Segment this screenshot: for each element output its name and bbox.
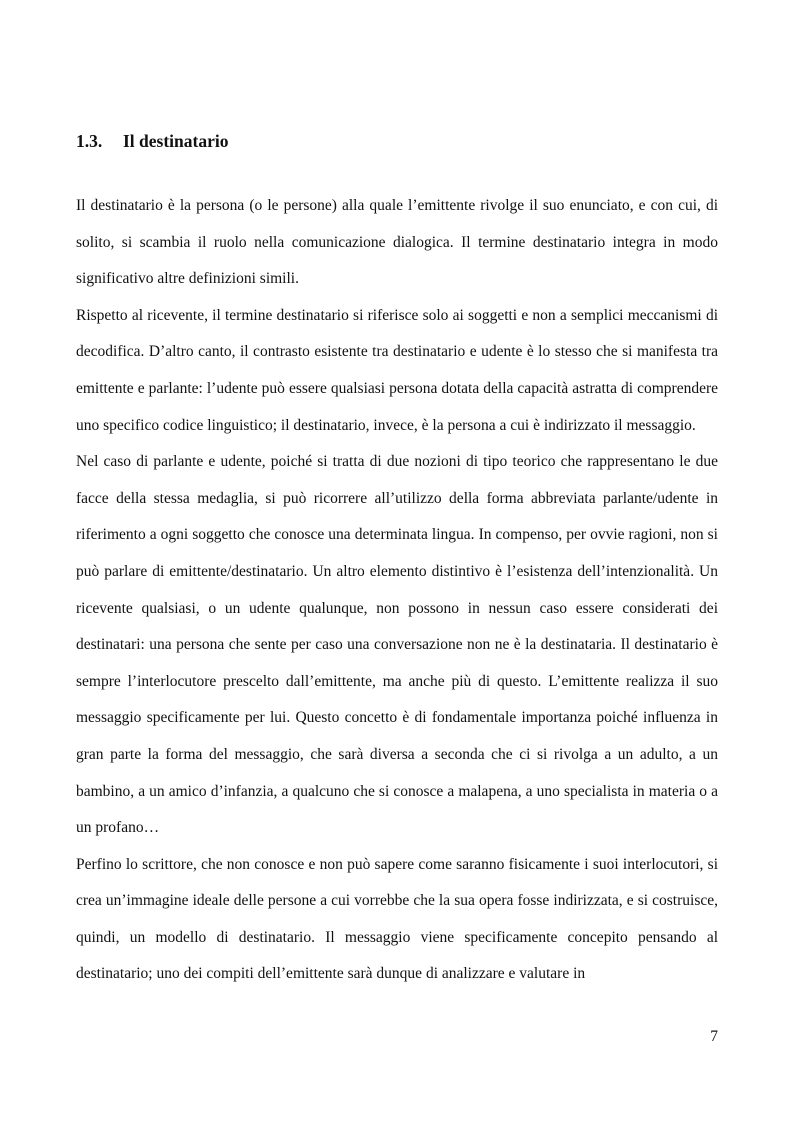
paragraph: Nel caso di parlante e udente, poiché si tratta di due nozioni di tipo teorico che rappresentano le due facce della stessa medaglia, si può ricorrere all’utilizzo della forma abbreviata parlante/udente in riferimento a ogni soggetto che conosce una determinata lingua. In compenso, per ovvie ragioni, non si può parlare di emittente/destinatario. Un altro elemento distintivo è l’esistenza dell’intenzionalità. Un ricevente qualsiasi, o un udente qualunque, non possono in nessun caso essere considerati dei destinatari: una persona che sente per caso una conversazione non ne è la destinataria. Il destinatario è sempre l’interlocutore prescelto dall’emittente, ma anche più di questo. L’emittente realizza il suo messaggio specificamente per lui. Questo concetto è di fondamentale importanza poiché influenza in gran parte la forma del messaggio, che sarà diversa a seconda che ci si rivolga a un adulto, a un bambino, a un amico d’infanzia, a qualcuno che si conosce a malapena, a uno specialista in materia o a un profano…	[76, 453, 718, 837]
paragraph: Il destinatario è la persona (o le persone) alla quale l’emittente rivolge il suo enunciato, e con cui, di solito, si scambia il ruolo nella comunicazione dialogica. Il termine destinatario integra in modo significativo altre definizioni simili.	[76, 197, 718, 288]
body-text	[76, 188, 718, 993]
paragraph: Perfino lo scrittore, che non conosce e non può sapere come saranno fisicamente i suoi interlocutori, si crea un’immagine ideale delle persone a cui vorrebbe che la sua opera fosse indirizzata, e si costruisce, quindi, un modello di destinatario. Il messaggio viene specificamente concepito pensando al destinatario; uno dei compiti dell’emittente sarà dunque di analizzare e valutare in	[76, 855, 718, 983]
paragraph: Rispetto al ricevente, il termine destinatario si riferisce solo ai soggetti e non a semplici meccanismi di decodifica. D’altro canto, il contrasto esistente tra destinatario e udente è lo stesso che si manifesta tra emittente e parlante: l’udente può essere qualsiasi persona dotata della capacità astratta di comprendere uno specifico codice linguistico; il destinatario, invece, è la persona a cui è indirizzato il messaggio.	[76, 306, 718, 434]
page-number: 7	[710, 1028, 718, 1045]
section-number: 1.3.	[76, 131, 103, 151]
section-title: Il destinatario	[123, 131, 229, 151]
section-heading	[76, 131, 229, 152]
